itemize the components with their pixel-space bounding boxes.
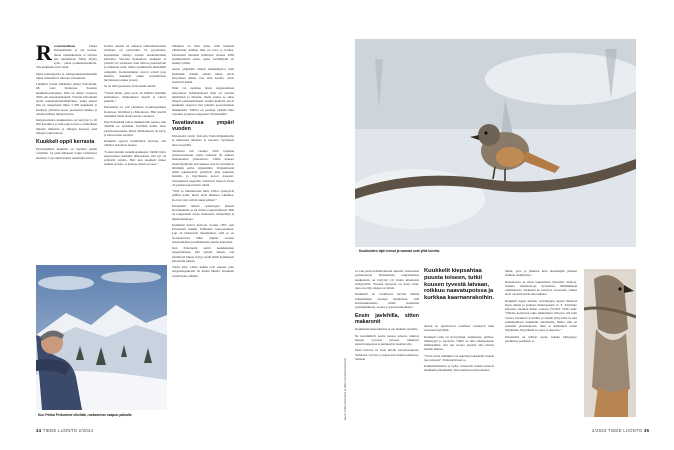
photo-jay-top-right bbox=[355, 39, 636, 247]
intro-lead: ovaniemeläinen bbox=[53, 44, 76, 48]
paragraph: linnut, poro ja jäniksen kuin metsästäjän jäämset eläinten sisälmykset. bbox=[505, 269, 577, 278]
paragraph: “Tosin aivan ummikko voi sekoittaa kuukkelin naakan jopa kissaan”, Peltoniemi kertoo. bbox=[424, 353, 494, 362]
pull-quote: Kuukkelit kiepsahtaa puusta toiseen, tutkii kuusen tyvestä latvaan, roikkuu naavatupoissa ja kurkkaa kaarnanrakoihin. bbox=[424, 268, 494, 302]
paragraph: Myös kuurunjyviin ja auringonkukansiemeniin linnut suhtautuvat suurella varauksella. bbox=[36, 71, 97, 80]
jay-closeup-illustration bbox=[584, 269, 636, 417]
paragraph: Siitäkuva on ihan suma, mitä linnuille vihelletaan, kunhan ääni on kova ja korkea. Peltoniemi huomasi Kittilässä vuonna 2009 parkkipaikalla auton, jonka varashälytin oli mennyt päälle. bbox=[172, 44, 234, 65]
paragraph: Kukkimattaneissa ja kyiby varastoida ruokaa auttavat kuukkelia pärjäämään. Sille maistuvat niin kuolleet bbox=[424, 364, 494, 373]
photo-credit: Kuvat: Pekka Peltoniemi ja Meka Tuominen/Vastavalo bbox=[344, 358, 347, 420]
folio-title: TIEDE LUONTO 2/2024 bbox=[42, 428, 94, 433]
page-number: 34 bbox=[36, 428, 42, 433]
paragraph: Toisin kävi. Lähes kaikki ovat asuneet joka rengastuspaikoilla tai niiden lähellä. Kuukkeli viettää koko elämän- bbox=[172, 265, 234, 278]
paragraph: Peltoniemi on 120 vakituista ruokintapaikkaa Kolarissa, Kittilässä ja Muoniossa. Hän kiertää useimmat niistä monta kertaa vuodessa. bbox=[104, 105, 166, 118]
man-whistling-illustration bbox=[36, 265, 167, 410]
left-column-1 bbox=[36, 40, 97, 162]
paragraph: Peltoniemi on nähnyt usein, kuinka lärtipeippo puollustaa pesäänsä: se bbox=[505, 334, 577, 343]
paragraph: Suomessa tuli vuonna 1969 voimaan pellonvarauslaki, jonka tarkoitus oli lokkata maatalouden ylituotantoa. Vuhin makaot maanviljelijöille korvauksen, kun he ulostutivat lättimään pellot viljelemättä. Pohjanmaalla nämä pakettipellot peittyivät pian pakkasin heinään, ja myyräkanta kasvoi nopeasti. Seurauksena suopöllöt vallottivat tienoon. Pesiä oli parituosataa metrin välein. bbox=[172, 148, 234, 187]
paragraph: Kuukkeli taulu on livrrytyksiä, naukaisuja, pulinaa, räkkäsyyjä ja lepotutta. Niillä on niin omaisaattoien äänimaailma, että sen erottaa yleensä aina muista metsän äänistä. bbox=[424, 334, 494, 352]
photo-man-whistling bbox=[36, 265, 167, 410]
drop-cap: R bbox=[36, 40, 52, 65]
right-column-2 bbox=[505, 269, 577, 345]
left-column-2 bbox=[104, 44, 166, 169]
paragraph: Ruokaloissa on myös kaikenlaista hylsetetti, marjoja, toukkia, mustikottoja, hyönteiset, hämähäkkejä sammakoista. Siemeniä ne saattavat varastoida, vaikka eivät ole niistä järin innostuneita. bbox=[505, 279, 577, 297]
paragraph: “Nokin linnut, jotka eivät ole ihmisiä aiemmin kohdanneet, ihmissuhteet metsiä ja taiteet paikalle.” bbox=[104, 90, 166, 103]
paragraph: Näin voi tapahtua myös rengastamisen yhteydessä. Käännettäessä lintu on yleensä nuhallinen ja äänetön, mutta joskus se alkaa räiskyä pahanpäiväisesti. Kaikki kuulolla olevat kuukkelit saapuvat heti paikalle protestoimaan äänekkäästi. Tällöin on parempi päästää lintu vapaaksi ja jatkaa rengastusta myöhemmin. bbox=[172, 86, 234, 116]
subheading: Tavattavissa ympäri vuoden bbox=[172, 120, 234, 132]
paragraph: Auton ympärillä lääketi kuukkeliparvi kuin hädissään. Kaikki alueen linnut olivat kerrynneet siihen. Osa istui katolla, toiset lentelivät kehää. bbox=[172, 67, 234, 84]
subheading: Ensin javlehilla, sitten makaronit bbox=[355, 313, 419, 326]
paragraph: Ne kerralkhivät useita puussa toiseen, tutkivat kuusen tyveestä latvaan, roikkuvat nauravatuppoissa ja kurkkaavat kaarnan alle. bbox=[355, 333, 419, 346]
subheading: Kuukkeli oppii kerrasta bbox=[36, 139, 95, 145]
middle-column-2 bbox=[355, 269, 419, 363]
folio-title: 2/2024 TIEDE LUONTO bbox=[592, 428, 643, 433]
paragraph: Kuukkeli oppivat useimmiten kerrasta, että vihellys tarkoittaa ruokaa. bbox=[104, 139, 166, 148]
paragraph: Kuukkelit on tavallisesti tarvittu lähtinä nrikkaleiman suomen maailmaan, sillä kotimaankaltaisia riittää suomisten pesimäpaikkoja, ruokaa ja puolisoehdokkaita. bbox=[355, 292, 419, 309]
paragraph: Se on niitä geenoissa, Peltoniemi tuumii. bbox=[104, 84, 157, 89]
folio-left bbox=[36, 428, 93, 433]
paragraph: Pyöreälpäinen kuukkeli on Suomen pienin varislintu. Se pesii läheisesti Lapin varhaisissa metsissä. Laji onkin monen retkeilijän kaveri. bbox=[36, 147, 97, 160]
paragraph: Puun latvasta ne etsät kiiviät karrunosoikasia, mahdavat varvitot ja nappaavat lintuin nauhoissa. Samaan bbox=[355, 348, 419, 361]
siberian-jay-illustration bbox=[355, 39, 636, 247]
paragraph: Kun Peltoniemi aloitti kuukkeleiden rengastamisen, hän ajatteli aikaan, että merkittyjä lintuja löytyy siellä täällä kymmenen kilometrin päässä. bbox=[172, 246, 234, 263]
paragraph: sä vain parin neliökilometrin alueella. Ainoastaan parituoneesta Peltoniemen rengastamista kuukkeleita on löytynyt yli viiden kilometrin etäisyydeltä. Yleensä kyseessä on nuori lintu, joka on eriiyt omasta reviiristä. bbox=[355, 269, 419, 290]
paragraph: Peltoniemi muutti opiskelujen jälkeen Rovaniemelle ja sai liittoja rengastamiseen. Hän on rengastanut satoja maakotkia, hiiripöllöjä ja muuttohaukkoja. bbox=[172, 203, 234, 221]
photo-jay-right bbox=[584, 269, 636, 417]
paragraph: Kuukkeli napsii meiden varislintujen tapaan mielessä myös munia ja poikasia linnunpesistä. K. E. Kivirikko kirjoittaa Suomen linnut -teitessa (WSOY 1926) näin: “Näiden koittosten takia pikkulinnut vihaavat sitä kuin varista, harakkaa tai närhiä, ja elentin järttyvänä on aika suunnitelmaan kuukkelin rahdoksille. Mutta sille on jonenkin yhdentekevää, mitä se kullolahtti sattuu lilytamään. Myyränkin se tapaa ja nujertaa.” bbox=[505, 298, 577, 333]
page-number: 35 bbox=[643, 428, 650, 433]
right-column-1 bbox=[424, 324, 494, 375]
paragraph: Peltoniemi syntyi Tenvolla Etelä-Pohjanmaalla ja kiinnostui linnuista jo nuorena. Syslyksen ainoi suopölllö. bbox=[172, 134, 234, 147]
intro-paragraph bbox=[36, 40, 97, 70]
folio-right bbox=[592, 428, 649, 433]
paragraph: “Laitan metsiin ruokintapaikkojen vähillä myös paperruokaa merkiksi lähiruokaan, että nyt on syötävää tarjolla. Heti kun kuukkeli näkee nauhan jossain, se kokeaa, missä on ruoa.” bbox=[104, 149, 166, 167]
paragraph: Lähikirin työstä eläkkeelle jäänyt Peltoniemi, 68, voisi tituleerata Suomen kuukkeliosoittajaksi. Hän on tehnyt vuodesta 2006 asti kansalaistiedettä. Tuollon Peltoniemi aloitti kuukkeliottelutehtäväksi, jonka aikana hän on rengastanut lähes 3 000 kuukkelia ja kerännyt yhteensä tietoa, puolisensa linnuja ja oittanut näiden lintujen kuvia. bbox=[36, 82, 97, 116]
paragraph: Kuukkelit tulivat kuvioon vuonna 1997, kun Peltoniemi hankki Ylläkseltä loma-asunnon. Laji on muistoristi muukinaiset, sillä se on tavoitettavissa lähes ympäri vuoden tarkkoinhausta pesintäkauden aikana kokonaan. bbox=[172, 222, 234, 244]
paragraph: Rengastettuista kuukkeleista on kertynyt jo 20 000 havaintoa ja tuki paljon tietoa, esimerkiksi lintujen liikkeistä ja elinajan kestosta sekä lintujen tenpirvustan. bbox=[36, 118, 97, 135]
paragraph: “Siitä se lintuinnostus lähti. Pöllöt syöksyivät päälini kohti, mutta eivät hikeneet vahinkoa. Korvan vain vetivät tukan päässä.” bbox=[172, 189, 234, 202]
caption-bottom-left: Kun Pekka Peltoniemi viheltää, ruokavieras saapuu paikalle. bbox=[38, 413, 133, 417]
paragraph: aikaan ne rupattelevat toisilleen varmaavit kuin selostaen löytöjään. bbox=[424, 324, 494, 333]
middle-column-1 bbox=[172, 44, 234, 420]
paragraph: Kun Peltoniemi laittaa kuukkeleille ruokaa, hän vihelläh ne nylisiään. Kyllmän kolme tulee yleisin katsomaan, missä vihellyksessä on hyvä, ja kurssi muut asettelit. bbox=[104, 120, 166, 137]
paragraph: Utelias sitkeää on uutisten lakkaamattomana työsijana on pestäväksi. Se pyydetteleo kepaisetiksi ohutaja toisetle tarkkailtomaan kullloitta. Nuorten houkuttava kuukkeli ei yleensä vel varastaan. Kun lainvaa juustoleivän ja makkarat esiin, linnut rynniistävät mielellään osingoille. Kolkonsimmat ottavat evästä jopa kädestä. Kuukkeli onkin varistinnuista harvinaisen rohkea ja kesy. bbox=[104, 44, 166, 82]
paragraph: Kuukkelien kiepsahdusta ei ole mukana seurailla. bbox=[355, 327, 419, 332]
intro-text: Pekka Peltoniemellä ei ole kotona, mutta ruusukkotaulu ei tarvitse olla tuntematon. Näille lilyiyy syitä – paitsi porkkanalastikolle. Sitä kuukkeilt eivät siedä. bbox=[36, 44, 97, 70]
caption-top-right: Kuukkoiden lajin koisat ja vaaraat ovat yhtä koreita. bbox=[359, 249, 440, 253]
